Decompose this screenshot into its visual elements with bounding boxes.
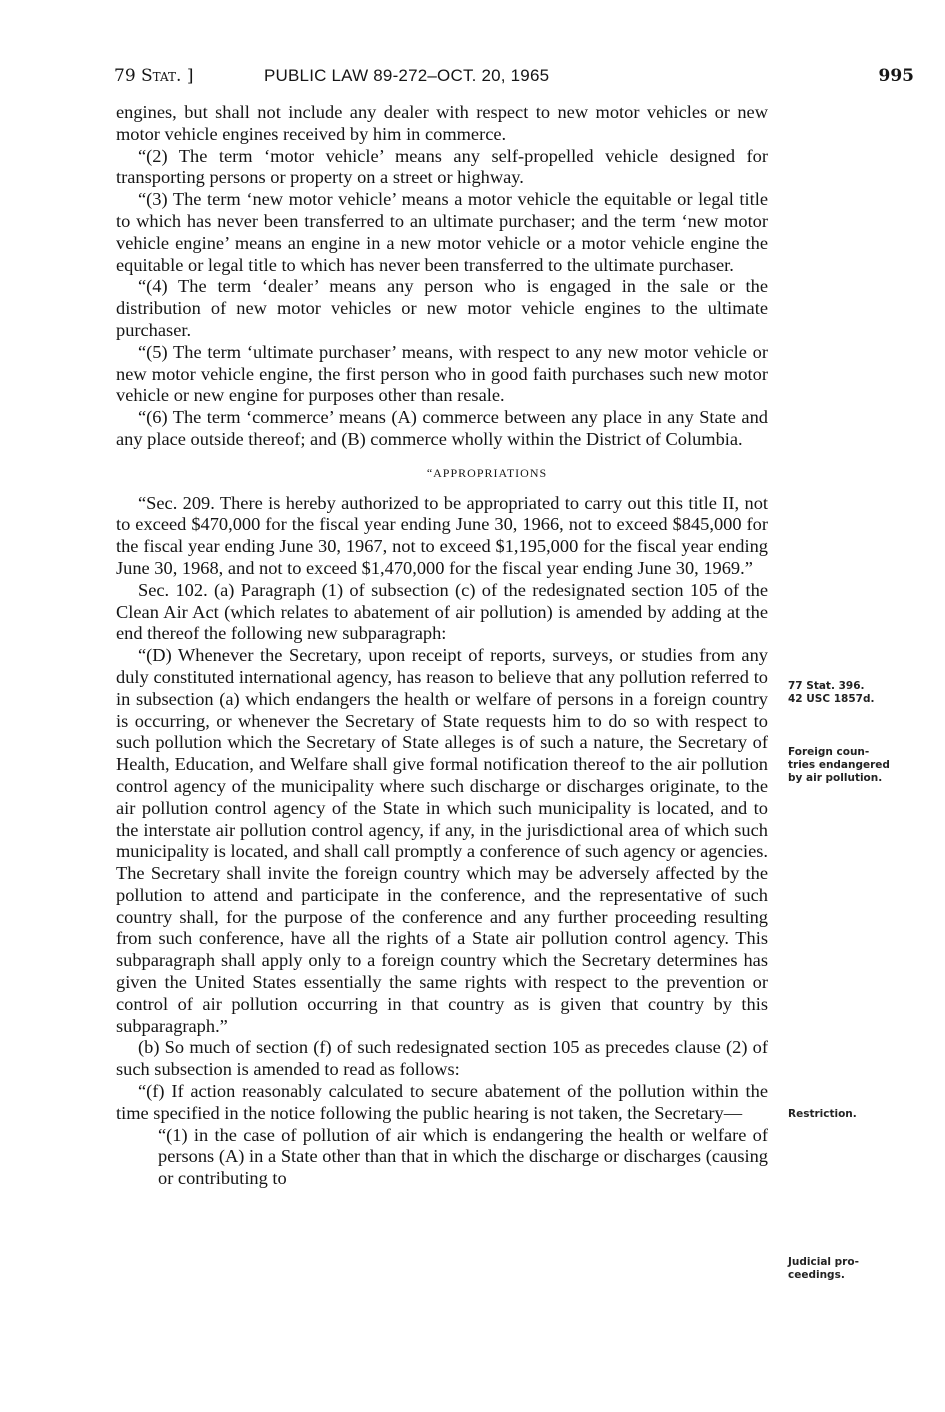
page-number: 995 bbox=[878, 66, 914, 86]
margin-note-line: Foreign coun- bbox=[788, 746, 870, 758]
paragraph-clause-1: “(1) in the case of pollution of air which is endangering the health or welfare of persons (A) in a State other than that in which the discharge or discharges (causing or contributing to bbox=[158, 1124, 768, 1189]
margin-note-line: ceedings. bbox=[788, 1269, 845, 1281]
margin-note-judicial bbox=[788, 1256, 908, 1282]
paragraph-subsection-f: “(f) If action reasonably calculated to secure abatement of the pollution within the time specified in the notice following the public hearing is not taken, the Secretary— bbox=[116, 1081, 768, 1123]
body-text bbox=[116, 102, 768, 1190]
page-header bbox=[114, 66, 914, 94]
paragraph-sec-209: “Sec. 209. There is hereby authorized to be appropriated to carry out this title II, not to exceed $470,000 for the fiscal year ending June 30, 1966, not to exceed $845,000 for the fiscal year ending June 30, 1967, not to exceed $1,195,000 for the fiscal year ending June 30, 1968, and not to exceed $1,470,000 for the fiscal year ending June 30, 1969.” bbox=[116, 492, 768, 578]
paragraph-sec-102b: (b) So much of section (f) of such redesignated section 105 as precedes clause (2) of such subsection is amended to read as follows: bbox=[116, 1037, 768, 1080]
paragraph-continuation: engines, but shall not include any dealer with respect to new motor vehicles or new motor vehicle engines received by him in commerce. bbox=[116, 102, 768, 144]
margin-note-citation bbox=[788, 680, 908, 706]
margin-note-line: Restriction. bbox=[788, 1108, 857, 1120]
section-heading: “APPROPRIATIONS bbox=[426, 465, 548, 480]
margin-note-restriction bbox=[788, 1108, 908, 1121]
paragraph-subparagraph-d: “(D) Whenever the Secretary, upon receipt of reports, surveys, or studies from any duly constituted international agency, has reason to believe that any pollution referred to in subsection (a) which endangers the health or welfare of persons in a foreign country is occurring, or whenever the Secretary of State requests him to do so with respect to such pollution which the Secretary of State alleges is of such a nature, the Secretary of Health, Education, and Welfare shall give formal notification thereof to the air pollution control agency of the municipality where such discharge or discharges originate, to the air pollution control agency of the State in which such municipality is located, and to the interstate air pollution control agency, if any, in the jurisdictional area of which such municipality is located, and shall call promptly a conference of such agency or agencies. The Secretary shall invite the foreign country which may be adversely affected by the pollution to attend and participate in the conference, and the representative of such country shall, for the purpose of the conference and any further proceeding resulting from such conference, have all the rights of a State air pollution control agency. This subparagraph shall apply only to a foreign country which the Secretary determines has given the United States essentially the same rights with respect to the prevention or control of air pollution occurring in that country as is given that country by this subparagraph.” bbox=[116, 645, 768, 1036]
paragraph-sec-102a: Sec. 102. (a) Paragraph (1) of subsection (c) of the redesignated section 105 of the Clean Air Act (which relates to abatement of air pollution) is amended by adding at the end thereof the following new subparagraph: bbox=[116, 579, 768, 644]
margin-note-line: 42 USC 1857d. bbox=[788, 693, 875, 705]
margin-note-line: 77 Stat. 396. bbox=[788, 680, 865, 692]
margin-note-line: Judicial pro- bbox=[788, 1256, 859, 1268]
paragraph-definition-5: “(5) The term ‘ultimate purchaser’ means, with respect to any new motor vehicle or new motor vehicle engine, the first person who in good faith purchases such new motor vehicle or new engine for purposes other than resale. bbox=[116, 341, 768, 406]
paragraph-definition-4: “(4) The term ‘dealer’ means any person who is engaged in the sale or the distribution of new motor vehicles or new motor vehicle engines to the ultimate purchaser. bbox=[116, 276, 768, 340]
margin-note-line: by air pollution. bbox=[788, 772, 883, 784]
statute-reference: 79 Stat. ] bbox=[114, 66, 194, 86]
paragraph-definition-3: “(3) The term ‘new motor vehicle’ means a motor vehicle the equitable or legal title to which has never been transferred to an ultimate purchaser; and the term ‘new motor vehicle engine’ means an engine in a new motor vehicle or a motor vehicle engine the equitable or legal title to which has never been transferred to the ultimate purchaser. bbox=[116, 189, 768, 275]
paragraph-definition-6: “(6) The term ‘commerce’ means (A) commerce between any place in any State and any place outside thereof; and (B) commerce wholly within the District of Columbia. bbox=[116, 407, 768, 449]
running-title: PUBLIC LAW 89-272–OCT. 20, 1965 bbox=[264, 66, 550, 85]
paragraph-definition-2: “(2) The term ‘motor vehicle’ means any self-propelled vehicle designed for transporting persons or property on a street or highway. bbox=[116, 145, 768, 188]
margin-note-foreign-countries bbox=[788, 746, 908, 785]
margin-note-line: tries endangered bbox=[788, 759, 890, 771]
